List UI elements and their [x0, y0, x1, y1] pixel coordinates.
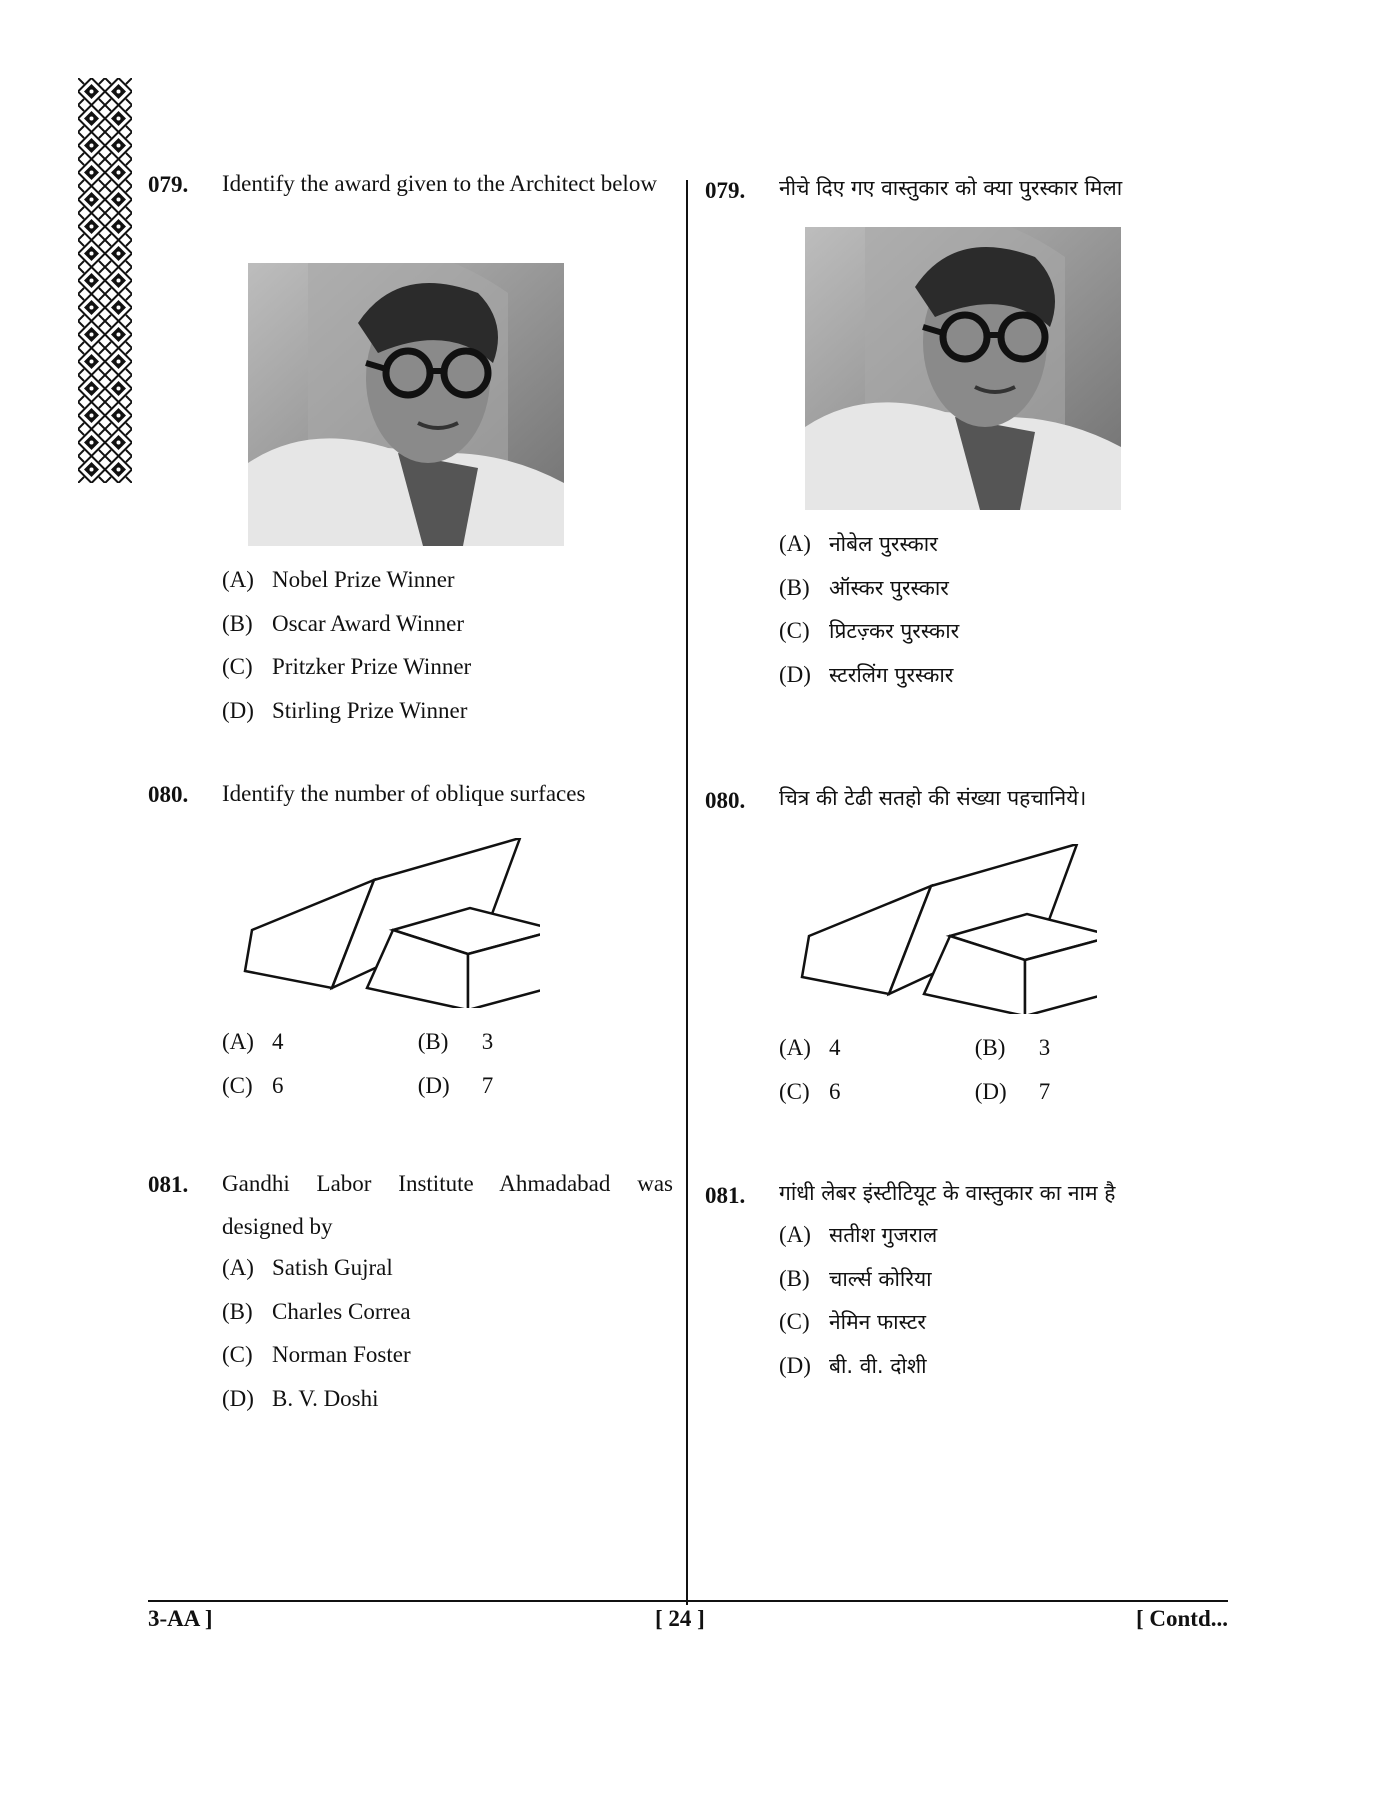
option-label: (D) [779, 1352, 811, 1378]
question-number: 079. [148, 172, 189, 197]
option-text: Norman Foster [272, 1342, 411, 1367]
option-label: (C) [222, 1342, 253, 1367]
architect-photo [248, 263, 564, 546]
option-b[interactable] [975, 1026, 1165, 1070]
option-b[interactable] [779, 566, 959, 610]
option-b[interactable] [779, 1257, 937, 1301]
option-d[interactable] [779, 653, 959, 697]
column-divider [686, 180, 688, 1605]
option-b[interactable] [418, 1020, 608, 1064]
option-c[interactable] [222, 1333, 411, 1377]
option-text: नोबेल पुरस्कार [829, 532, 938, 556]
option-text: Nobel Prize Winner [272, 567, 455, 592]
question-number: 081. [705, 1183, 746, 1208]
question-text: Identify the number of oblique surfaces [222, 781, 586, 806]
option-label: (A) [779, 531, 811, 556]
option-label: (B) [779, 1265, 810, 1291]
option-label: (B) [779, 574, 810, 600]
options-list [779, 1213, 937, 1387]
option-d[interactable] [222, 1377, 411, 1421]
option-d[interactable] [418, 1064, 608, 1108]
option-text: नेमिन फास्टर [829, 1310, 926, 1334]
question-number: 080. [148, 782, 189, 807]
question-text: Identify the award given to the Architect below [222, 171, 657, 196]
option-label: (A) [222, 1255, 254, 1280]
option-label: (B) [417, 1029, 449, 1054]
option-text: 4 [272, 1029, 284, 1054]
option-d[interactable] [975, 1070, 1165, 1114]
booklet-code: 3-AA ] [148, 1606, 213, 1631]
option-d[interactable] [779, 1344, 937, 1388]
option-b[interactable] [222, 1290, 411, 1334]
option-a[interactable] [222, 558, 471, 602]
option-text: स्टरलिंग पुरस्कार [829, 662, 954, 687]
decorative-pattern-strip [78, 78, 132, 483]
oblique-surfaces-figure [240, 838, 540, 1008]
option-label: (D) [974, 1078, 1007, 1104]
option-text: 6 [272, 1072, 284, 1098]
option-a[interactable] [779, 1213, 937, 1257]
options-list [779, 522, 959, 696]
question-text: नीचे दिए गए वास्तुकार को क्या पुरस्कार मिला [779, 176, 1123, 200]
options-list [222, 558, 471, 732]
option-text: 6 [829, 1078, 841, 1104]
option-text: 7 [1038, 1078, 1051, 1104]
option-text: चार्ल्स कोरिया [829, 1266, 932, 1291]
option-text: 4 [829, 1035, 841, 1060]
option-text: 7 [481, 1072, 494, 1098]
options-grid [779, 1026, 1165, 1113]
option-d[interactable] [222, 689, 471, 733]
option-a[interactable] [222, 1020, 412, 1064]
question-text: Gandhi Labor Institute Ahmadabad was designed by [222, 1171, 673, 1239]
oblique-surfaces-figure [797, 844, 1097, 1014]
option-text: Satish Gujral [272, 1255, 393, 1280]
option-label: (B) [222, 1298, 253, 1324]
option-label: (C) [779, 1078, 810, 1104]
option-text: Oscar Award Winner [272, 610, 464, 636]
architect-photo [805, 227, 1121, 510]
options-grid [222, 1020, 608, 1107]
option-label: (C) [222, 1072, 253, 1098]
option-label: (C) [222, 654, 253, 679]
question-number: 081. [148, 1172, 189, 1197]
option-c[interactable] [222, 1064, 412, 1108]
options-list [222, 1246, 411, 1420]
question-text: गांधी लेबर इंस्टीटियूट के वास्तुकार का नाम है [779, 1181, 1116, 1205]
option-label: (D) [222, 697, 254, 723]
option-text: B. V. Doshi [272, 1385, 379, 1411]
option-c[interactable] [779, 1070, 969, 1114]
option-label: (B) [222, 610, 253, 636]
option-a[interactable] [779, 522, 959, 566]
option-c[interactable] [222, 645, 471, 689]
option-text: बी. वी. दोशी [829, 1353, 927, 1378]
option-c[interactable] [779, 609, 959, 653]
option-a[interactable] [222, 1246, 411, 1290]
continued-label: [ Contd... [1135, 1606, 1228, 1631]
option-label: (D) [779, 661, 811, 687]
option-label: (A) [779, 1222, 811, 1247]
option-label: (D) [222, 1385, 254, 1411]
option-c[interactable] [779, 1300, 937, 1344]
page-number: [ 24 ] [655, 1606, 705, 1631]
option-text: Pritzker Prize Winner [272, 654, 472, 679]
option-label: (A) [779, 1035, 811, 1060]
option-text: Charles Correa [272, 1298, 411, 1324]
question-text: चित्र की टेढी सतहो की संख्या पहचानिये। [779, 786, 1087, 810]
option-label: (C) [779, 1309, 810, 1334]
footer-rule [148, 1600, 1228, 1602]
option-text: सतीश गुजराल [829, 1223, 938, 1247]
question-number: 080. [705, 788, 746, 813]
option-label: (D) [417, 1072, 450, 1098]
question-number: 079. [705, 178, 746, 203]
option-text: 3 [481, 1029, 494, 1054]
option-b[interactable] [222, 602, 471, 646]
option-a[interactable] [779, 1026, 969, 1070]
option-label: (B) [974, 1035, 1006, 1060]
option-label: (C) [779, 618, 810, 643]
option-text: ऑस्कर पुरस्कार [829, 575, 949, 600]
option-text: 3 [1038, 1035, 1051, 1060]
option-label: (A) [222, 1029, 254, 1054]
option-text: प्रिटज़्कर पुरस्कार [829, 619, 960, 643]
option-text: Stirling Prize Winner [272, 697, 468, 723]
option-label: (A) [222, 567, 254, 592]
